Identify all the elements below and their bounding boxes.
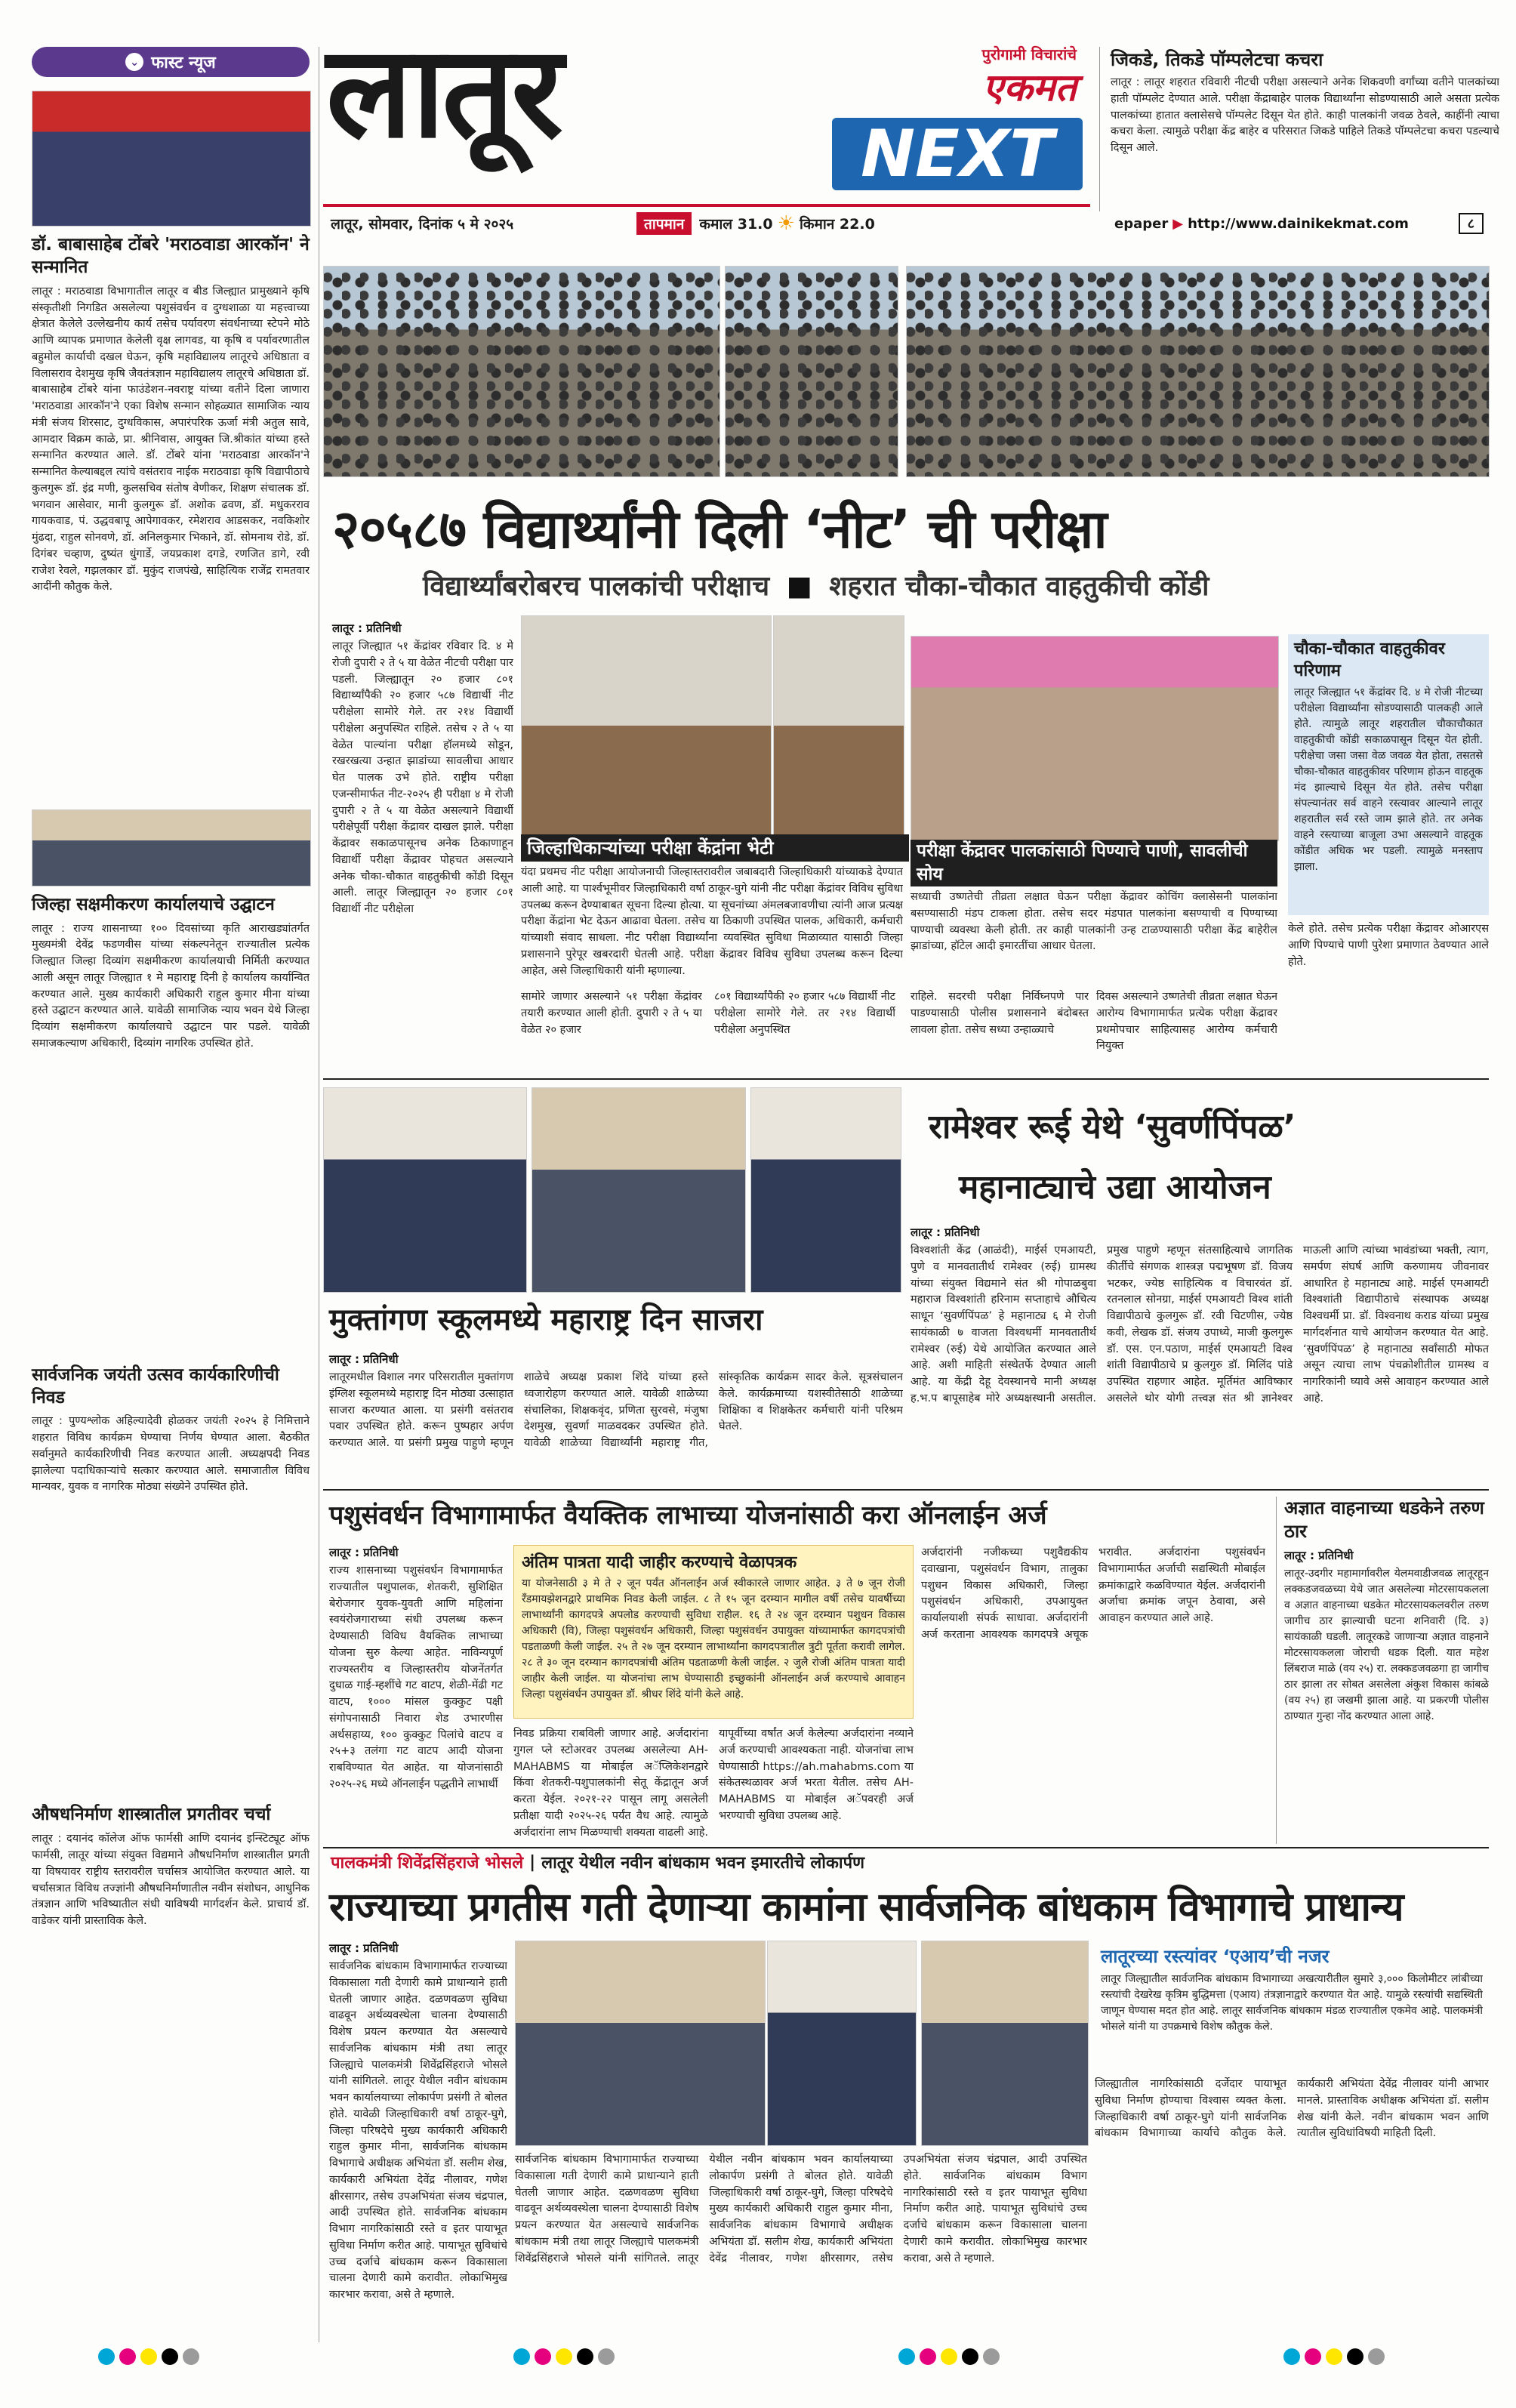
inauguration-photo-2: [921, 1941, 1089, 2146]
pwd-body-2: जिल्ह्यातील नागरिकांसाठी दर्जेदार पायाभूत सुविधा निर्माण होण्याचा विश्वास व्यक्त केला. जिल्हाधिकारी वर्षा ठाकूर-घुगे यांनी सार्वजनिक बांधकाम विभागाच्या कार्याचे कौतुक केले. कार्यकारी अभियंता देवेंद्र नीलावर यांनी आभार मानले. प्रास्ताविक अधीक्षक अभियंता डॉ. सलीम शेख यांनी केले. नवीन बांधकाम भवन आणि त्यातील सुविधांविषयी माहिती दिली.: [1095, 2078, 1489, 2140]
page-number: ८: [1459, 213, 1484, 234]
lead-column-1: [332, 621, 513, 915]
sidebar-body-4: लातूर : दयानंद कॉलेज ऑफ फार्मसी आणि दयानंद इन्स्टिट्यूट ऑफ फार्मसी, लातूर यांच्या संयुक्त विद्यमाने औषधनिर्माण शास्त्रातील प्रगती या विषयावर राष्ट्रीय स्तरावरील चर्चासत्र आयोजित करण्यात आले. या चर्चासत्रात विविध तज्ज्ञांनी औषधनिर्माणातील नवीन संशोधन, आधुनिक तंत्रज्ञान आणि भविष्यातील संधी याविषयी मार्गदर्शन केले. प्राचार्य डॉ. वाडेकर यांनी प्रास्ताविक केले.: [32, 1833, 310, 1928]
sidebar-headline-1: डॉ. बाबासाहेब टोंबरे 'मराठवाडा आरकॉन' ने सन्मानित: [32, 235, 310, 277]
water-caption: परीक्षा केंद्रावर पालकांसाठी पिण्याचे पाणी, सावलीची सोय: [911, 840, 1277, 886]
ai-roads-box: [1095, 1941, 1489, 2069]
next-logo: NEXT: [832, 118, 1083, 190]
district-office-photo: [32, 809, 311, 886]
collector-visit-photo-1: [521, 615, 772, 836]
reg-dot-black: [162, 2348, 178, 2365]
reg-dot-yellow: [1326, 2348, 1342, 2365]
school-photo-2: [532, 1087, 746, 1293]
visit-caption: जिल्हाधिकाऱ्यांच्या परीक्षा केंद्रांना भेटी: [521, 834, 909, 862]
lead-photo-3: [906, 266, 1490, 477]
school-photo-3: [750, 1087, 901, 1293]
ai-roads-headline: लातूरच्या रस्त्यांवर ‘एआय’ची नजर: [1101, 1946, 1330, 1967]
reg-dot-cyan: [1283, 2348, 1300, 2365]
lead-body-6: केले होते. तसेच प्रत्येक परीक्षा केंद्रावर ओआरएस आणि पिण्याचे पाणी पुरेशा प्रमाणात ठेवण्यात आले होते.: [1288, 923, 1489, 968]
reg-dot-cyan: [513, 2348, 530, 2365]
lead-body-3: ८०१ विद्यार्थ्यांपैकी २० हजार ५८७ विद्यार्थी नीट परीक्षेला सामोरे गेले. तर २१४ विद्यार्थी परीक्षेला अनुपस्थित: [714, 991, 895, 1036]
animal-body-c: अर्जदारांनी नजीकच्या पशुवैद्यकीय दवाखाना, पशुसंवर्धन विभाग, तालुका पशुधन विकास अधिकारी, जिल्हा पशुसंवर्धन अधिकारी, उपआयुक्त कार्यालयाशी संपर्क साधावा. अर्जदारांनी अर्ज करताना आवश्यक कागदपत्रे अचूक भरावीत. अर्जदारांना पशुसंवर्धन विभागामार्फत अर्जाची सद्यस्थिती मोबाईल क्रमांकाद्वारे कळविण्यात येईल. अर्जदारांनी अर्जाचा क्रमांक जपून ठेवावा, असे आवाहन करण्यात आले आहे.: [921, 1546, 1265, 1641]
plaque-photo: [515, 1941, 766, 2146]
play-icon: ▶: [1172, 215, 1184, 232]
animal-headline: पशुसंवर्धन विभागामार्फत वैयक्तिक लाभाच्या योजनांसाठी करा ऑनलाईन अर्ज: [329, 1500, 1047, 1531]
registration-marks-mid2: [898, 2348, 1000, 2365]
collector-visit-photo-2: [773, 615, 904, 836]
pamphlet-body: लातूर : लातूर शहरात रविवारी नीटची परीक्षा असल्याने अनेक शिकवणी वर्गांच्या वतीने पालकांच्या हाती पॉम्पलेट देण्यात आले. परीक्षा केंद्राबाहेर पालक विद्यार्थ्यांना सोडण्यासाठी आले असता प्रत्येक पालकांच्या हातात क्लासेसचे पॉम्पलेट दिसून येत होते. काही पालकांनी जवळ ठेवले, काहींनी त्याचा कचरा केला. त्यामुळे परीक्षा केंद्र बाहेर व परिसरात जिकडे पाहिले तिकडे पॉम्पलेटचा कचरा पडल्याचे दिसून आले.: [1111, 76, 1499, 154]
epaper-label: epaper: [1114, 215, 1169, 232]
reg-dot-yellow: [556, 2348, 572, 2365]
lead-subhead: [423, 566, 1480, 603]
reg-dot-magenta: [920, 2348, 936, 2365]
inauguration-photo-1: [767, 1941, 917, 2146]
sidebar-headline-3: सार्वजनिक जयंती उत्सव कार्यकारिणीची निवड: [32, 1364, 279, 1407]
reg-dot-grey: [1368, 2348, 1385, 2365]
pamphlet-story: [1099, 47, 1499, 211]
epaper-bar: [1099, 210, 1488, 237]
schedule-box: [513, 1545, 914, 1719]
schedule-title: अंतिम पात्रता यादी जाहीर करण्याचे वेळापत्रक: [522, 1553, 797, 1572]
rameshwar-body: विश्वशांती केंद्र (आळंदी), माईर्स एमआयटी, पुणे व मानवतातीर्थ रामेश्वर (रुई) ग्रामस्थ यांच्या संयुक्त विद्यमाने संत श्री गोपाळबुवा महाराज विश्वशांती हरिनाम सप्ताहाचे औचित्य साधून ‘सुवर्णपिंपळ’ हे महानाट्य ६ मे रोजी सायंकाळी ७ वाजता विश्वधर्मी मानवतातीर्थ रामेश्वर (रुई) येथे आयोजित करण्यात आले आहे. अशी माहिती संस्थेतर्फे देण्यात आली आहे. या केंद्री देहू देवस्थानचे मानी अध्यक्ष ह.भ.प बापूसाहेब मोरे अध्यक्षस्थानी असतील. प्रमुख पाहुणे म्हणून संतसाहित्याचे जागतिक कीर्तीचे संगणक शास्त्रज्ञ पद्मभूषण डॉ. विजय भटकर, ज्येष्ठ साहित्यिक व विचारवंत डॉ. रतनलाल सोनग्रा, माईर्स एमआयटी विश्व शांती विद्यापीठाचे कुलगुरू डॉ. रवी चिटणीस, ज्येष्ठ कवी, लेखक डॉ. संजय उपाध्ये, माजी कुलगुरू डॉ. एस. एन.पठाण, माईर्स एमआयटी विश्व शांती विद्यापीठाचे प्र कुलगुरु डॉ. मिलिंद पांडे उपस्थित राहणार आहेत. मूर्तिमंत आविष्कार असलेले थोर योगी तत्त्वज्ञ संत श्री ज्ञानेश्वर माऊली आणि त्यांच्या भावंडांच्या भक्ती, त्याग, समर्पण संघर्ष आणि करुणामय जीवनावर आधारित हे महानाट्य आहे. माईर्स एमआयटी विश्वशांती विद्यापीठाचे संस्थापक अध्यक्ष विश्वधर्मी प्रा. डॉ. विश्वनाथ कराड यांच्या प्रमुख मार्गदर्शनात याचे आयोजन करण्यात येत आहे. ‘सुवर्णपिंपळ’ हे महानाट्य सर्वांसाठी मोफत असून त्याचा लाभ पंचक्रोशीतील ग्रामस्थ व नागरिकांनी घ्यावे असे आवाहन करण्यात आले आहे.: [911, 1244, 1489, 1404]
masthead-tagline: पुरोगामी विचारांचे: [981, 45, 1077, 63]
accident-byline: लातूर : प्रतिनिधी: [1284, 1549, 1354, 1563]
sun-icon: ☀: [777, 212, 795, 235]
animal-col-1: [329, 1545, 503, 1847]
lead-body: लातूर जिल्ह्यात ५१ केंद्रांवर रविवार दि. ४ मे रोजी दुपारी २ ते ५ या वेळेत नीटची परीक्षा पार पडली. जिल्ह्यातून २० हजार ८०१ विद्यार्थ्यांपैकी २० हजार ५८७ विद्यार्थी नीट परीक्षेला सामोरे गेले. तर २१४ विद्यार्थी परीक्षेला अनुपस्थित राहिले. तसेच २ ते ५ या वेळेत पाल्यांना परीक्षा हॉलमध्ये सोडून, रखरखत्या उन्हात झाडांच्या सावलीचा आधार घेत पालक उभे होते. राष्ट्रीय परीक्षा एजन्सीमार्फत नीट-२०२५ ही परीक्षा ४ मे रोजी दुपारी २ ते ५ या वेळेत असल्याने विद्यार्थी परीक्षेपूर्वी परीक्षा केंद्रावर दाखल झाले. परीक्षा केंद्रावर सकाळपासूनच अनेक ठिकाणाहून विद्यार्थी परीक्षा केंद्रावर पोहचत असल्याने अनेक चौका-चौकात वाहतुकीची कोंडी दिसून आली. लातूर जिल्ह्यातून २० हजार ८०१ विद्यार्थी नीट परीक्षेला: [332, 640, 513, 915]
lead-body-2: सामोरे जाणार असल्याने ५१ परीक्षा केंद्रांवर तयारी करण्यात आली होती. दुपारी २ ते ५ या वेळेत २० हजार: [521, 991, 702, 1036]
parents-shade-photo: [911, 636, 1279, 841]
reg-dot-black: [962, 2348, 978, 2365]
sidebar-body-3: लातूर : पुण्यश्लोक अहिल्यादेवी होळकर जयंती २०२५ हे निमित्ताने शहरात विविध कार्यक्रम घेण्याचा निर्णय घेण्यात आला. बैठकीत सर्वानुमते कार्यकारिणीची निवड करण्यात आली. अध्यक्षपदी निवड झालेल्या पदाधिकाऱ्यांचे सत्कार करण्यात आले. समाजातील विविध मान्यवर, युवक व नागरिक मोठ्या संख्येने उपस्थित होते.: [32, 1415, 310, 1494]
reg-dot-grey: [183, 2348, 199, 2365]
reg-dot-cyan: [98, 2348, 115, 2365]
school-headline: मुक्तांगण स्कूलमध्ये महाराष्ट्र दिन साजरा: [329, 1303, 763, 1337]
school-photo-1: [323, 1087, 527, 1293]
reg-dot-black: [1347, 2348, 1363, 2365]
reg-dot-grey: [598, 2348, 615, 2365]
square-bullet-icon: ■: [786, 571, 812, 602]
ai-roads-body: लातूर जिल्ह्यातील सार्वजनिक बांधकाम विभागाच्या अखत्यारीतील सुमारे ३,००० किलोमीटर लांबीच्या रस्त्यांची देखरेख कृत्रिम बुद्धिमत्ता (एआय) तंत्रज्ञानाद्वारे करण्यात येत आहे. यामुळे रस्त्यांची सद्यस्थिती जाणून घेण्यास मदत होत आहे. लातूर सार्वजनिक बांधकाम मंडळ राज्यातील एकमेव आहे. पालकमंत्री भोसले यांनी या उपक्रमाचे विशेष कौतुक केले.: [1101, 1973, 1483, 2033]
animal-byline: लातूर : प्रतिनिधी: [329, 1546, 399, 1559]
temp-label: तापमान: [636, 212, 692, 235]
school-body-wrap: [329, 1352, 903, 1484]
school-byline: लातूर : प्रतिनिधी: [329, 1352, 399, 1366]
reg-dot-yellow: [140, 2348, 157, 2365]
reg-dot-magenta: [1305, 2348, 1321, 2365]
pamphlet-headline: जिकडे, तिकडे पॉम्पलेटचा कचरा: [1111, 49, 1323, 70]
sidebar-headline-2: जिल्हा सक्षमीकरण कार्यालयाचे उद्घाटन: [32, 894, 275, 914]
animal-body: राज्य शासनाच्या पशुसंवर्धन विभागामार्फत राज्यातील पशुपालक, शेतकरी, सुशिक्षित बेरोजगार युवक-युवती आणि महिलांना स्वयंरोजगाराच्या संधी उपलब्ध करून देण्यासाठी विविध वैयक्तिक लाभाच्या योजना सुरु केल्या आहेत. नाविन्यपूर्ण राज्यस्तरीय व जिल्हास्तरीय योजनेंतर्गत दुधाळ गाई-म्हशींचे गट वाटप, शेळी-मेंढी गट वाटप, १००० मांसल कुक्कुट पक्षी संगोपनासाठी निवारा शेड उभारणीस अर्थसहाय्य, १०० कुक्कुट पिलांचे वाटप व २५+३ तलंगा गट वाटप आदी योजना राबविण्यात येत आहेत. या योजनांसाठी २०२५-२६ मध्ये ऑनलाईन पद्धतीने लाभार्थी: [329, 1565, 503, 1790]
water-body: सध्याची उष्णतेची तीव्रता लक्षात घेऊन परीक्षा केंद्रावर कोचिंग क्लासेसनी पालकांना बसण्यासाठी मंडप टाकला होता. तसेच सदर मंडपात पालकांना बसण्याची व पिण्याच्या पाण्याची व्यवस्था केली होती. तर काही पालकांनी उन्ह टाळण्यासाठी परीक्षा केंद्र बाहेरील झाडांच्या, हॉटेल आदी इमारतींचा आधार घेतला.: [911, 891, 1277, 953]
rameshwar-byline: लातूर : प्रतिनिधी: [911, 1226, 980, 1239]
temp-max: कमाल 31.0: [699, 216, 773, 233]
sidebar-body-1: लातूर : मराठवाडा विभागातील लातूर व बीड जिल्ह्यात प्रामुख्याने कृषि संस्कृतीशी निगडित असलेल्या पशुसंवर्धन व दुग्धशाळा या महत्त्वाच्या क्षेत्रात केलेले उल्लेखनीय कार्य तसेच पर्यावरण संवर्धनाच्या स्टेपने मोठे आणि व्यापक प्रमाणात केलेली वृक्ष लागवड, या कृषि व पर्यावरणातील बहुमोल कार्याची दखल घेऊन, कृषि महाविद्यालय लातूरचे अधिष्ठाता व विलासराव देशमुख कृषि जैवतंत्रज्ञान महाविद्यालय लातूरचे अधिष्ठाता डॉ. बाबासाहेब टोंबरे यांना फाउंडेशन-नवराष्ट्र यांच्या वतीने दिला जाणारा 'मराठवाडा आरकॉन'ने एका विशेष सन्मान सोहळ्यात सामाजिक न्याय मंत्री संजय शिरसाट, दुग्धविकास, अपारंपरिक ऊर्जा मंत्री अतुल सावे, आमदार विक्रम काळे, प्रा. श्रीनिवास, आयुक्त जि.श्रीकांत यांच्या हस्ते सन्मानित करण्यात आले. डॉ. टोंबरे यांना 'मराठवाडा आरकॉन'ने सन्मानित केल्याबद्दल त्यांचे वसंतराव नाईक मराठवाडा कृषि विद्यापीठाचे कुलगुरू डॉ. इंद्र मणी, कुलसचिव संतोष वेणीकर, शिक्षण संचालक डॉ. भगवान आसेवार, मानी कुलगुरू डॉ. अशोक ढवण, डॉ. मधुकरराव गायकवाड, पं. उद्धवबापू आपेगावकर, रमेशराव आडसकर, नवकिशोर मुंढदा, राहुल सोनवणे, डॉ. अनिलकुमार भिकाने, डॉ. सोमनाथ रोडे, डॉ. दिगंबर चव्हाण, दुष्यंत धुंगार्डे, जयप्रकाश दगडे, रणजित डागे, रवी राजेश रेवले, गझलकार डॉ. मुकुंद राजपंखे, साहित्यिक राजेंद्र रामतवार आदींनी कौतुक केले.: [32, 285, 310, 594]
lead-headline: २०५८७ विद्यार्थ्यांनी दिली ‘नीट’ ची परीक्षा: [332, 498, 1107, 560]
masthead-rule: [323, 204, 1090, 207]
chevron-down-icon: ⌄: [125, 53, 143, 71]
pwd-body-3: सार्वजनिक बांधकाम विभागामार्फत राज्याच्या विकासाला गती देणारी कामे प्राधान्याने हाती घेतली जाणार आहेत. दळणवळण सुविधा वाढवून अर्थव्यवस्थेला चालना देण्यासाठी विशेष प्रयत्न करण्यात येत असल्याचे सार्वजनिक बांधकाम मंत्री तथा लातूर जिल्ह्याचे पालकमंत्री शिवेंद्रसिंहराजे भोसले यांनी सांगितले. लातूर येथील नवीन बांधकाम भवन कार्यालयाच्या लोकार्पण प्रसंगी ते बोलत होते. यावेळी जिल्हाधिकारी वर्षा ठाकूर-घुगे, जिल्हा परिषदेचे मुख्य कार्यकारी अधिकारी राहुल कुमार मीना, सार्वजनिक बांधकाम विभागाचे अधीक्षक अभियंता डॉ. सलीम शेख, कार्यकारी अभियंता देवेंद्र नीलावर, गणेश क्षीरसागर, तसेच उपअभियंता संजय चंद्रपाल, आदी उपस्थित होते. सार्वजनिक बांधकाम विभाग नागरिकांसाठी रस्ते व इतर पायाभूत सुविधा निर्माण करीत आहे. पायाभूत सुविधांचे उच्च दर्जाचे बांधकाम करून विकासाला चालना देणारी कामे करावीत. लोकाभिमुख कारभार करावा, असे ते म्हणाले.: [515, 2154, 1087, 2265]
dateline: लातूर, सोमवार, दिनांक ५ मे २०२५: [331, 216, 514, 233]
traffic-box: [1288, 634, 1489, 915]
lead-photo-2: [725, 266, 898, 477]
registration-marks-right: [1283, 2348, 1385, 2365]
lead-body-4: राहिले. सदरची परीक्षा निर्विघ्नपणे पार पाडण्यासाठी पोलीस प्रशासनाने बंदोबस्त लावला होता. तसेच सध्या उन्हाळ्याचे: [911, 991, 1089, 1036]
reg-dot-cyan: [898, 2348, 915, 2365]
lead-subhead-a: विद्यार्थ्यांबरोबरच पालकांची परीक्षाच: [423, 571, 770, 602]
ekmat-logo: एकमत: [982, 66, 1077, 109]
masthead: [323, 18, 1090, 237]
animal-body-b: निवड प्रक्रिया राबविली जाणार आहे. अर्जदारांना गुगल प्ले स्टोअरवर उपलब्ध असलेल्या AH-MAHABMS या मोबाईल अॅप्लिकेशनद्वारे किंवा शेतकरी-पशुपालकांनी सेतू केंद्रातून अर्ज करता येईल. २०२१-२२ पासून लागू असलेली प्रतीक्षा यादी २०२५-२६ पर्यंत वैध आहे. त्यामुळे अर्जदारांना लाभ मिळण्याची शक्यता वाढली आहे. यापूर्वीच्या वर्षांत अर्ज केलेल्या अर्जदारांना नव्याने अर्ज करण्याची आवश्यकता नाही. योजनांचा लाभ घेण्यासाठी https://ah.mahabms.com या संकेतस्थळावर अर्ज भरता येतील. तसेच AH-MAHABMS या मोबाईल अॅपवरही अर्ज भरण्याची सुविधा उपलब्ध आहे.: [513, 1728, 914, 1839]
school-body: लातूरमधील विशाल नगर परिसरातील मुक्तांगण इंग्लिश स्कूलमध्ये महाराष्ट्र दिन मोठ्या उत्साहात साजरा करण्यात आला. या प्रसंगी वसंतराव पवार उपस्थित होते. करून पुष्पहार अर्पण करण्यात आले. या प्रसंगी प्रमुख पाहुणे म्हणून शाळेचे अध्यक्ष प्रकाश शिंदे यांच्या हस्ते ध्वजारोहण करण्यात आले. यावेळी शाळेच्या संचालिका, शिक्षकवृंद, प्रणिता सुरवसे, मंजुषा देशमुख, सुवर्णा माळवदकर उपस्थित होते. यावेळी शाळेच्या विद्यार्थ्यांनी महाराष्ट्र गीत, सांस्कृतिक कार्यक्रम सादर केले. सूत्रसंचालन केले. कार्यक्रमाच्या यशस्वीतेसाठी शाळेच्या शिक्षिका व शिक्षकेतर कर्मचारी यांनी परिश्रम घेतले.: [329, 1371, 903, 1449]
registration-marks-left: [98, 2348, 199, 2365]
section-rule-2: [323, 1489, 1489, 1491]
registration-marks-mid1: [513, 2348, 615, 2365]
pwd-body: सार्वजनिक बांधकाम विभागामार्फत राज्याच्या विकासाला गती देणारी कामे प्राधान्याने हाती घेतली जाणार आहेत. दळणवळण सुविधा वाढवून अर्थव्यवस्थेला चालना देण्यासाठी विशेष प्रयत्न करण्यात येत असल्याचे सार्वजनिक बांधकाम मंत्री तथा लातूर जिल्ह्याचे पालकमंत्री शिवेंद्रसिंहराजे भोसले यांनी सांगितले. लातूर येथील नवीन बांधकाम भवन कार्यालयाच्या लोकार्पण प्रसंगी ते बोलत होते. यावेळी जिल्हाधिकारी वर्षा ठाकूर-घुगे, जिल्हा परिषदेचे मुख्य कार्यकारी अधिकारी राहुल कुमार मीना, सार्वजनिक बांधकाम विभागाचे अधीक्षक अभियंता डॉ. सलीम शेख, कार्यकारी अभियंता देवेंद्र नीलावर, गणेश क्षीरसागर, तसेच उपअभियंता संजय चंद्रपाल, आदी उपस्थित होते. सार्वजनिक बांधकाम विभाग नागरिकांसाठी रस्ते व इतर पायाभूत सुविधा निर्माण करीत आहे. पायाभूत सुविधांचे उच्च दर्जाचे बांधकाम करून विकासाला चालना देणारी कामे करावीत. लोकाभिमुख कारभार करावा, असे ते म्हणाले.: [329, 1960, 507, 2301]
rameshwar-body-wrap: [911, 1225, 1489, 1485]
temp-min: किमान 22.0: [799, 216, 875, 233]
traffic-headline: चौका-चौकात वाहतुकीवर परिणाम: [1294, 640, 1445, 680]
website-link[interactable]: http://www.dainikekmat.com: [1188, 215, 1409, 232]
reg-dot-black: [577, 2348, 593, 2365]
sidebar-header: ⌄ फास्ट न्यूज: [32, 47, 310, 77]
rameshwar-headline-2: महानाट्याचे उद्या आयोजन: [959, 1168, 1271, 1207]
pwd-strap-a: पालकमंत्री शिवेंद्रसिंहराजे भोसले: [331, 1854, 524, 1873]
pwd-col-1: [329, 1941, 507, 2333]
section-rule-1: [323, 1078, 1489, 1080]
rameshwar-headline-1: रामेश्वर रूई येथे ‘सुवर्णपिंपळ’: [929, 1108, 1296, 1146]
lead-photo-1: [323, 266, 720, 477]
masthead-title: लातूर: [326, 18, 560, 166]
lead-byline: लातूर : प्रतिनिधी: [332, 621, 402, 635]
lead-subhead-b: शहरात चौका-चौकात वाहतुकीची कोंडी: [829, 571, 1209, 602]
traffic-body: लातूर जिल्ह्यात ५१ केंद्रांवर दि. ४ मे रोजी नीटच्या परीक्षेला विद्यार्थ्यांना सोडण्यासाठी पालकही आले होते. त्यामुळे लातूर शहरातील चौकाचौकात वाहतुकीची कोंडी सकाळपासून दिसून येत होती. परीक्षेचा जसा जसा वेळ जवळ येत होता, तसतसे चौका-चौकात वाहतुकीवर परिणाम होऊन वाहतूक मंद झाल्याचे दिसून येत होते. तसेच परीक्षा संपल्यानंतर सर्व वाहने रस्त्यावर आल्याने लातूर शहरातील सर्व रस्ते जाम झाले होते. तर अनेक वाहने रस्त्याच्या बाजूला उभा असल्याने वाहतूक कोंडीत अधिक भर पडली. त्यामुळे मनस्ताप झाला.: [1294, 686, 1483, 874]
pwd-strap: [323, 1847, 1489, 1876]
sidebar: [32, 47, 310, 2335]
award-photo: [32, 91, 311, 227]
pwd-strap-b: लातूर येथील नवीन बांधकाम भवन इमारतीचे लोकार्पण: [541, 1854, 864, 1873]
dateline-bar: [323, 210, 1090, 237]
visit-body: यंदा प्रथमच नीट परीक्षा आयोजनाची जिल्हास्तरावरील जबाबदारी जिल्हाधिकारी यांच्याकडे देण्यात आली आहे. या पार्श्वभूमीवर जिल्हाधिकारी वर्षा ठाकूर-घुगे यांनी नीट परीक्षा केंद्रांवर विविध सुविधा उपलब्ध करून देण्याबाबत सूचना दिल्या होत्या. या सूचनांच्या अंमलबजावणीचा त्यांनी आज प्रत्यक्ष परीक्षा केंद्रांना भेट देऊन आढावा घेतला. तसेच या ठिकाणी उपस्थित पालक, अधिकारी, कर्मचारी यांच्याशी संवाद साधला. नीट परीक्षा विद्यार्थ्यांना व्यवस्थित सुविधा मिळाव्यात यासाठी जिल्हा प्रशासनाने पुरेपूर खबरदारी घेतली आहे. परीक्षा केंद्रावर विविध सुविधा उपलब्ध करून दिल्या आहेत, असे जिल्हाधिकारी यांनी म्हणाल्या.: [521, 866, 903, 977]
reg-dot-magenta: [535, 2348, 551, 2365]
sidebar-body-2: लातूर : राज्य शासनाच्या १०० दिवसांच्या कृति आराखड्यांतर्गत मुख्यमंत्री देवेंद्र फडणवीस यांच्या संकल्पनेतून राज्यातील प्रत्येक जिल्ह्यात जिल्हा दिव्यांग सक्षमीकरण कार्यालयाची निर्मिती करण्यात आली असून लातूर जिल्ह्यात १ मे महाराष्ट्र दिनी हे कार्यालय कार्यान्वित करण्यात आले. मुख्य कार्यकारी अधिकारी राहुल कुमार मीना यांच्या हस्ते उद्घाटन करण्यात आले. यावेळी सामाजिक न्याय भवन येथे जिल्हा दिव्यांग सक्षमीकरण कार्यालयाचे उद्घाटन पार पडले. यावेळी समाजकल्याण अधिकारी, दिव्यांग नागरिक उपस्थित होते.: [32, 922, 310, 1050]
accident-body: लातूर-उदगीर महामार्गावरील येलमवाडीजवळ लातूरहून लक्कडजवळच्या येथे जात असलेल्या मोटरसायकलला व अज्ञात वाहनाच्या धडकेत मोटरसायकलवरील तरुण जागीच ठार झाल्याची घटना शनिवारी (दि. ३) सायंकाळी घडली. लातूरकडे जाणाऱ्या अज्ञात वाहनाने मोटरसायकलला जोराची धडक दिली. यात महेश लिंबराज माळे (वय २५) रा. लक्कडजवळगा हा जागीच ठार झाला तर सोबत असलेला अंकुश विकास कांबळे (वय २५) हा जखमी झाला आहे. या प्रकरणी पोलीस ठाण्यात गुन्हा नोंद करण्यात आला आहे.: [1284, 1568, 1489, 1723]
reg-dot-grey: [983, 2348, 1000, 2365]
schedule-body: या योजनेसाठी ३ मे ते २ जून पर्यंत ऑनलाईन अर्ज स्वीकारले जाणार आहेत. ३ ते ७ जून रोजी रँडमायझेशनद्वारे प्राथमिक निवड केली जाईल. ८ ते १५ जून दरम्यान मागील वर्षी तसेच यावर्षीच्या लाभार्थ्यांनी कागदपत्रे अपलोड करण्याची सुविधा राहील. १६ ते २४ जून दरम्यान पशुधन विकास अधिकारी (वि), जिल्हा पशुसंवर्धन अधिकारी, जिल्हा पशुसंवर्धन उपायुक्त यांच्यामार्फत कागदपत्रांची पडताळणी केली जाईल. २५ ते २७ जून दरम्यान लाभार्थ्यांना कागदपत्रातील त्रुटी पूर्तता करावी लागेल. २८ ते ३० जून दरम्यान कागदपत्रांची अंतिम पडताळणी केली जाईल. २ जुलै रोजी अंतिम पात्रता यादी जाहीर केली जाईल. या योजनांचा लाभ घेण्यासाठी इच्छुकांनी ऑनलाईन अर्ज करण्याचे आवाहन जिल्हा पशुसंवर्धन उपायुक्त डॉ. श्रीधर शिंदे यांनी केले आहे.: [522, 1577, 905, 1700]
pwd-byline: लातूर : प्रतिनिधी: [329, 1941, 399, 1955]
accident-headline: अज्ञात वाहनाच्या धडकेने तरुण ठार: [1284, 1497, 1484, 1543]
accident-story: [1276, 1497, 1489, 1844]
reg-dot-yellow: [941, 2348, 957, 2365]
lead-body-5: दिवस असल्याने उष्णतेची तीव्रता लक्षात घेऊन आरोग्य विभागामार्फत प्रत्येक परीक्षा केंद्रावर प्रथमोपचार साहित्यासह आरोग्य कर्मचारी नियुक्त: [1096, 991, 1277, 1053]
pwd-headline: राज्याच्या प्रगतीस गती देणाऱ्या कामांना सार्वजनिक बांधकाम विभागाचे प्राधान्य: [329, 1885, 1404, 1930]
reg-dot-magenta: [119, 2348, 136, 2365]
pwd-strap-sep: |: [529, 1852, 536, 1872]
sidebar-headline-4: औषधनिर्माण शास्त्रातील प्रगतीवर चर्चा: [32, 1805, 271, 1825]
